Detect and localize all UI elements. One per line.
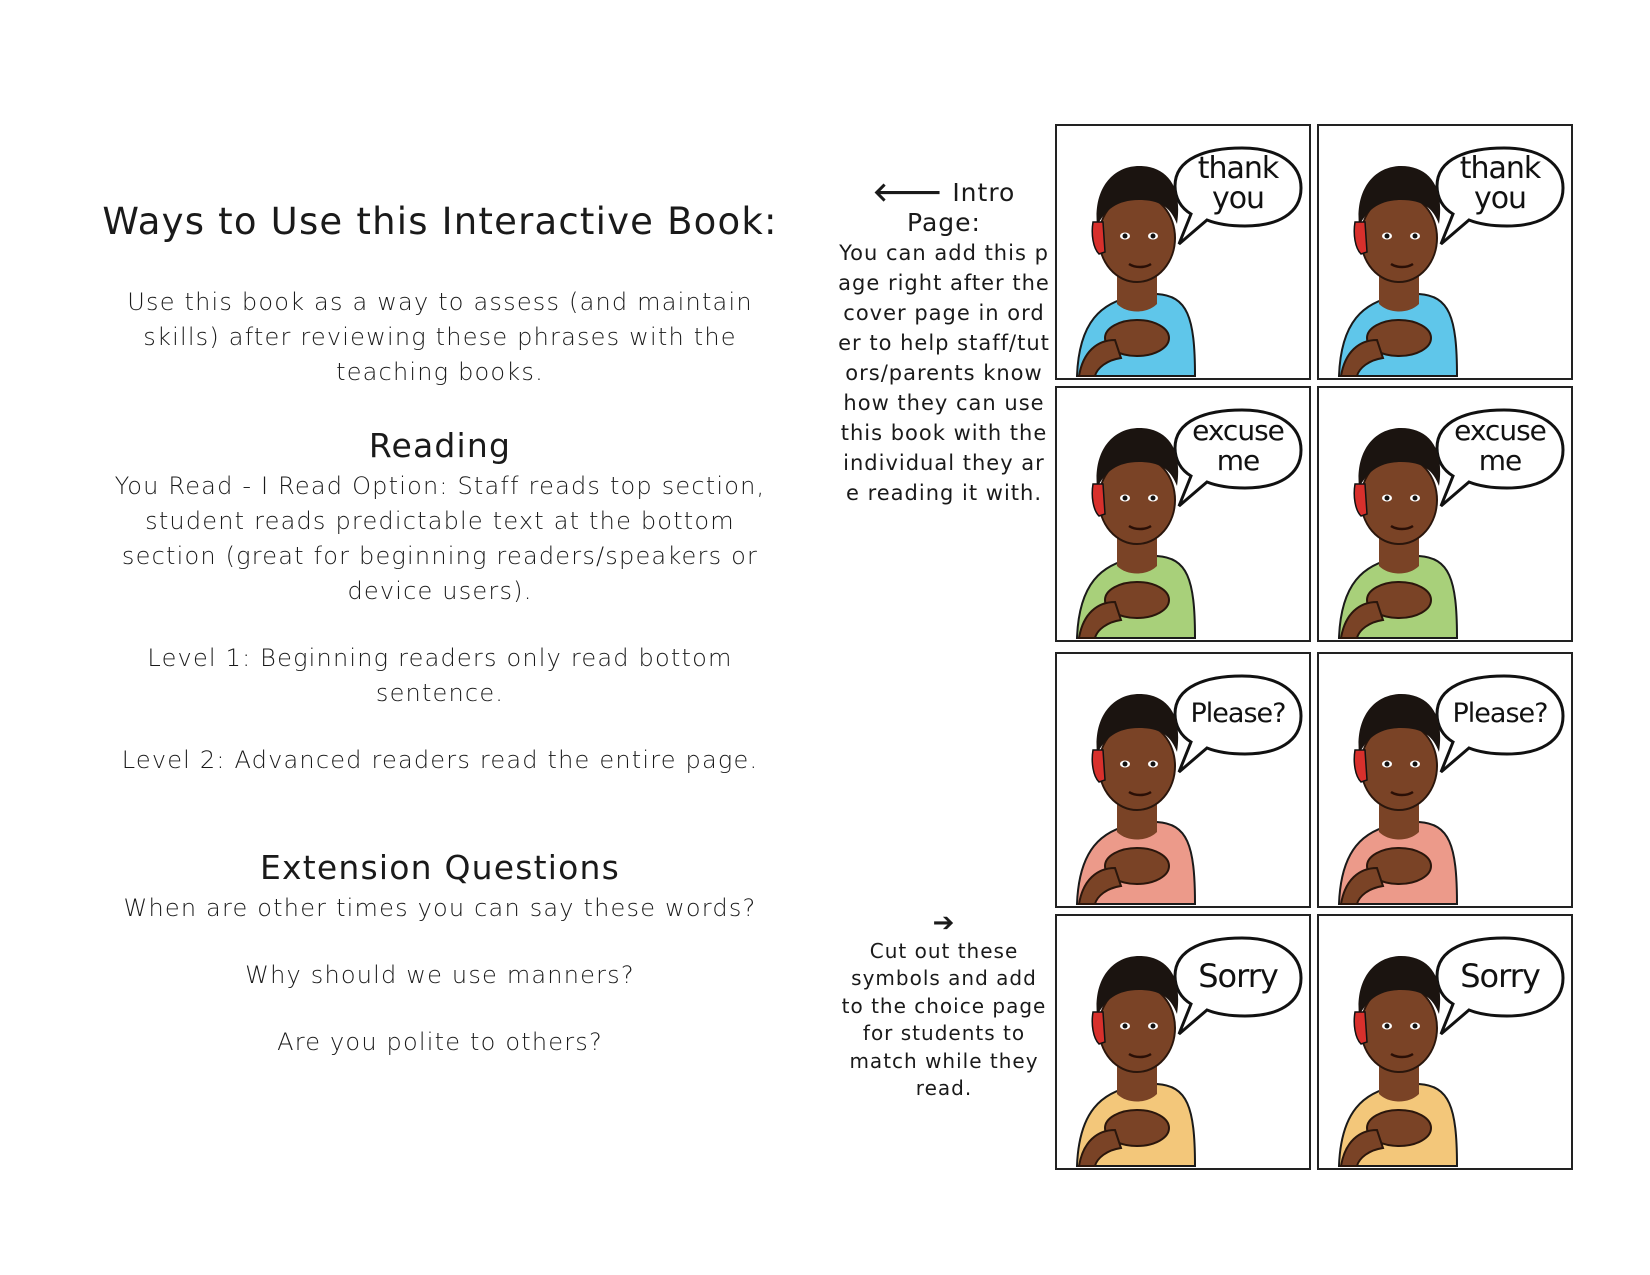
intro-note-body: You can add this page right after the cover page in order to help staff/tutors/parents know how they can use this book with the individual they are reading it with. — [838, 241, 1050, 505]
bubble-line-1: excuse — [1192, 414, 1284, 447]
intro-note-heading — [838, 178, 1050, 238]
bubble-line-1: Sorry — [1460, 957, 1540, 995]
bubble-text — [1441, 416, 1559, 476]
page-title: Ways to Use this Interactive Book: — [102, 200, 778, 243]
level2-paragraph: Level 2: Advanced readers read the entire page. — [121, 746, 759, 774]
bubble-text — [1179, 416, 1297, 476]
bubble-line-1: thank — [1197, 151, 1279, 186]
question-1: When are other times you can say these words? — [123, 894, 757, 922]
bubble-text — [1179, 151, 1297, 216]
intro-paragraph: Use this book as a way to assess (and maintain skills) after reviewing these phrases with the teaching books. — [127, 288, 753, 386]
bubble-line-1: excuse — [1454, 414, 1546, 447]
boy-signing-illustration — [1319, 916, 1573, 1170]
extension-heading: Extension Questions — [259, 848, 621, 887]
question-2: Why should we use manners? — [245, 961, 635, 989]
instructions-column — [100, 200, 780, 1060]
boy-signing-illustration — [1057, 916, 1311, 1170]
intro-page-note — [838, 178, 1050, 508]
bubble-line-2: me — [1216, 444, 1260, 477]
bubble-line-2: you — [1473, 181, 1527, 216]
boy-signing-illustration — [1057, 654, 1311, 908]
symbol-card-excuse-me-1[interactable] — [1055, 386, 1311, 642]
cut-out-note — [838, 910, 1050, 1103]
bubble-line-1: thank — [1459, 151, 1541, 186]
symbol-card-sorry-1[interactable] — [1055, 914, 1311, 1170]
level1-paragraph: Level 1: Beginning readers only read bottom sentence. — [147, 644, 733, 707]
cut-note-body: Cut out these symbols and add to the choice page for students to match while they read. — [841, 938, 1047, 1100]
symbol-card-thank-you-1[interactable] — [1055, 124, 1311, 380]
bubble-line-1: Please? — [1452, 698, 1548, 729]
symbol-card-excuse-me-2[interactable] — [1317, 386, 1573, 642]
boy-signing-illustration — [1319, 654, 1573, 908]
bubble-text — [1179, 699, 1297, 729]
arrow-right-icon: ➔ — [932, 908, 956, 938]
question-3: Are you polite to others? — [277, 1028, 603, 1056]
symbol-card-sorry-2[interactable] — [1317, 914, 1573, 1170]
bubble-text — [1441, 151, 1559, 216]
symbol-card-grid — [1055, 124, 1579, 1178]
bubble-text — [1179, 957, 1297, 995]
symbol-card-thank-you-2[interactable] — [1317, 124, 1573, 380]
arrow-left-icon: 🡐 — [872, 178, 944, 208]
reading-paragraph: You Read - I Read Option: Staff reads top section, student reads predictable text at the bottom section (great for beginning readers/speakers or device users). — [114, 472, 766, 605]
bubble-text — [1441, 699, 1559, 729]
reading-heading: Reading — [368, 426, 512, 465]
bubble-line-1: Sorry — [1198, 957, 1278, 995]
symbol-card-please-2[interactable] — [1317, 652, 1573, 908]
bubble-line-2: you — [1211, 181, 1265, 216]
intro-note-title: Intro Page: — [907, 178, 1016, 237]
symbol-card-please-1[interactable] — [1055, 652, 1311, 908]
bubble-text — [1441, 957, 1559, 995]
bubble-line-2: me — [1478, 444, 1522, 477]
bubble-line-1: Please? — [1190, 698, 1286, 729]
